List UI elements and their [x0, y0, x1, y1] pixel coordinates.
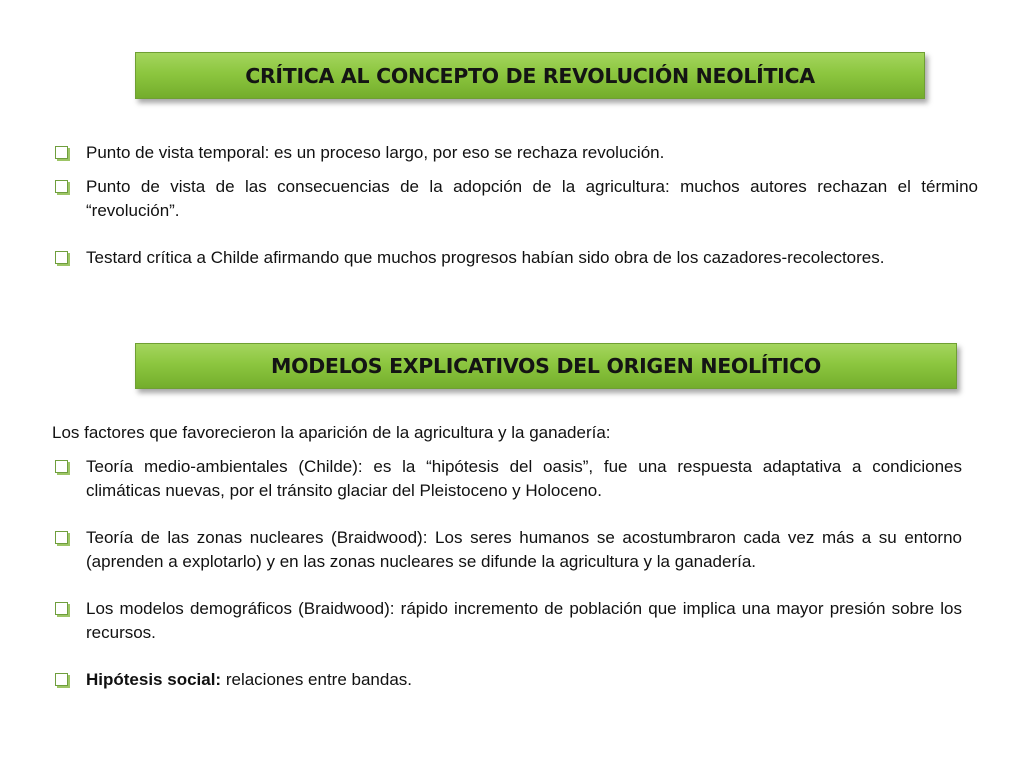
checkbox-bullet-icon [55, 180, 68, 193]
bullet-item [52, 141, 978, 165]
bullet-text: Punto de vista de las consecuencias de la adopción de la agricultura: muchos autores rechazan el término “revolución”. [86, 177, 978, 220]
checkbox-bullet-icon [55, 460, 68, 473]
bullet-text: Testard crítica a Childe afirmando que muchos progresos habían sido obra de los cazadores-recolectores. [86, 248, 885, 267]
critica-bullet-list [52, 141, 978, 293]
bullet-item [52, 455, 962, 503]
bullet-item [52, 246, 978, 270]
intro-text: Los factores que favorecieron la aparición de la agricultura y la ganadería: [52, 423, 611, 442]
bullet-item [52, 526, 962, 574]
checkbox-bullet-icon [55, 146, 68, 159]
checkbox-bullet-icon [55, 673, 68, 686]
checkbox-bullet-icon [55, 531, 68, 544]
bullet-text: relaciones entre bandas. [221, 670, 413, 689]
bullet-bold-label: Hipótesis social: [86, 670, 222, 689]
modelos-bullet-list [52, 421, 962, 715]
bullet-text: Los modelos demográficos (Braidwood): rápido incremento de población que implica una mayor presión sobre los recursos. [86, 599, 962, 642]
section-title-critica: CRÍTICA AL CONCEPTO DE REVOLUCIÓN NEOLÍTICA [245, 63, 815, 88]
bullet-item [52, 175, 978, 223]
bullet-text: Punto de vista temporal: es un proceso largo, por eso se rechaza revolución. [86, 143, 665, 162]
bullet-text: Teoría medio-ambientales (Childe): es la “hipótesis del oasis”, fue una respuesta adaptativa a condiciones climáticas nuevas, por el tránsito glaciar del Pleistoceno y Holoceno. [86, 457, 962, 500]
checkbox-bullet-icon [55, 602, 68, 615]
section-title-banner-modelos [135, 343, 957, 389]
bullet-item [52, 597, 962, 645]
bullet-text: Teoría de las zonas nucleares (Braidwood): Los seres humanos se acostumbraron cada vez más a su entorno (aprenden a explotarlo) y en las zonas nucleares se difunde la agricultura y la ganadería. [86, 528, 962, 571]
section-title-modelos: MODELOS EXPLICATIVOS DEL ORIGEN NEOLÍTICO [270, 354, 822, 378]
bullet-item [52, 668, 962, 692]
section-title-banner-critica [135, 52, 925, 99]
checkbox-bullet-icon [55, 251, 68, 264]
